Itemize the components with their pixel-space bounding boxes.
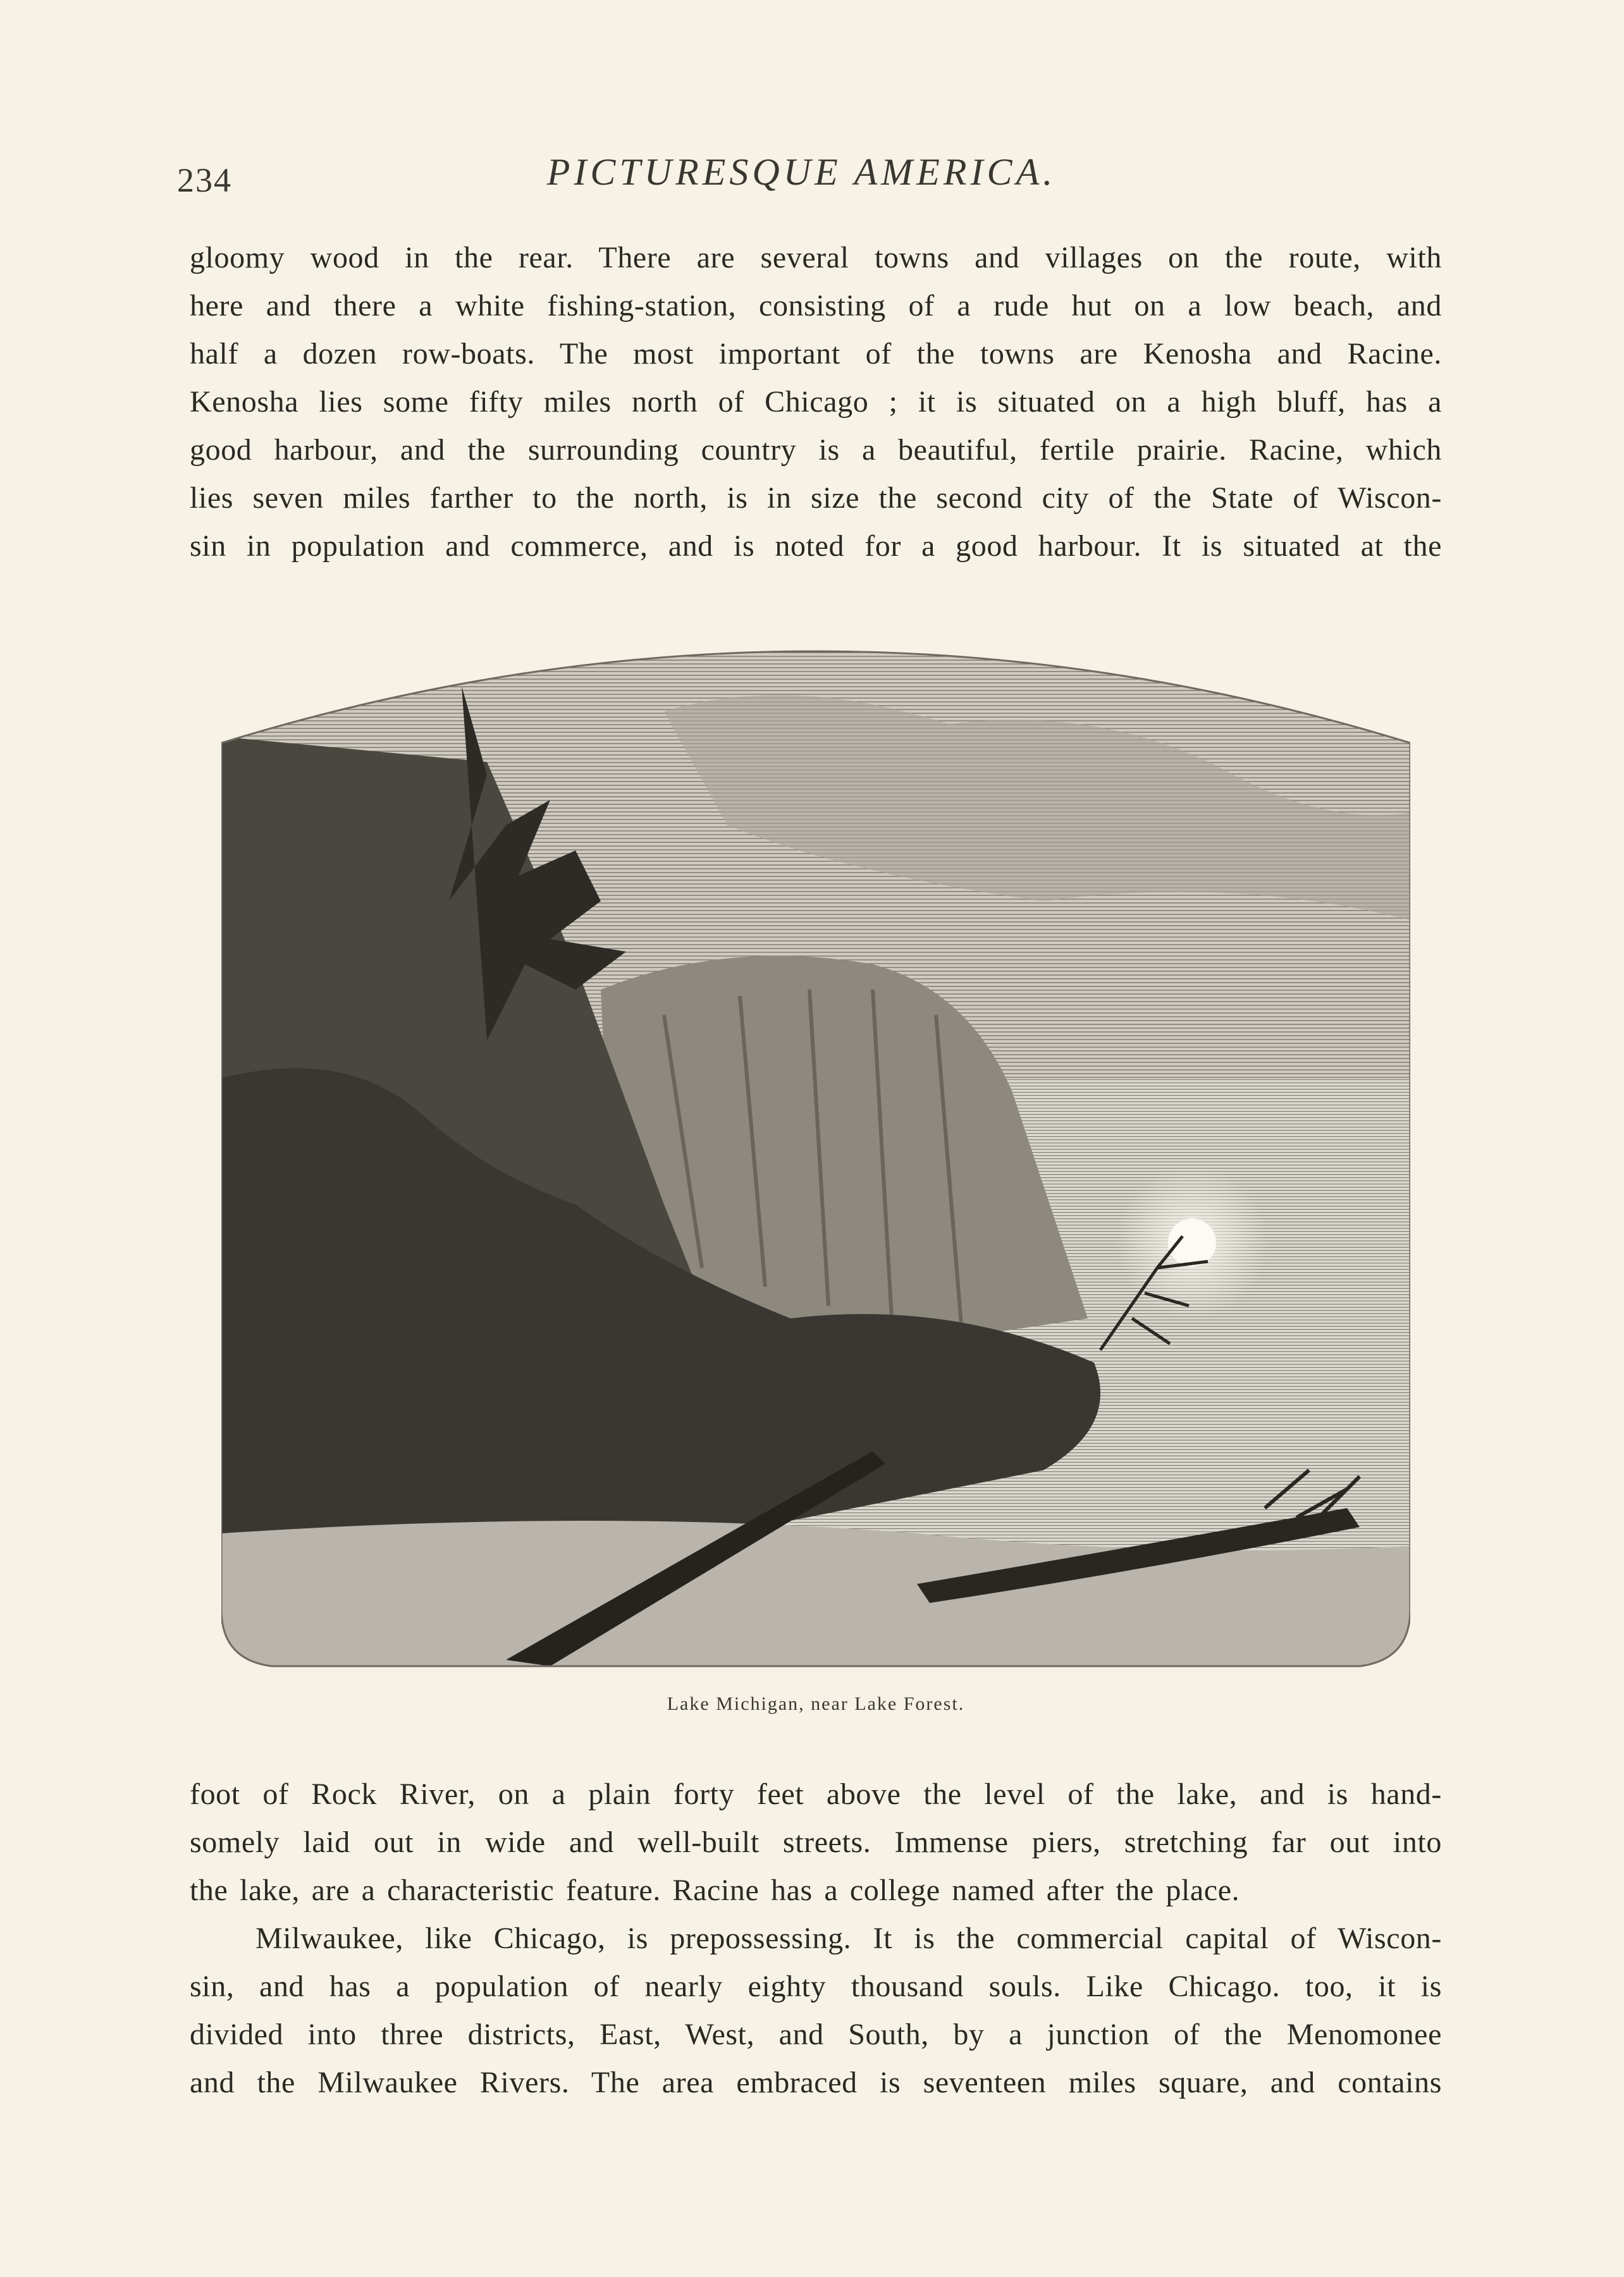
engraving-lake-michigan [221,635,1410,1679]
text-line: divided into three districts, East, West, and South, by a junction of the Menomonee [190,2018,1442,2051]
text-line: and the Milwaukee Rivers. The area embraced is seventeen miles square, and contains [190,2066,1442,2099]
text-line: the lake, are a characteristic feature. Racine has a college named after the place. [190,1874,1240,1907]
running-title: PICTURESQUE AMERICA. [546,151,1057,193]
text-line: lies seven miles farther to the north, is in size the second city of the State of Wiscon- [190,481,1442,515]
text-line: gloomy wood in the rear. There are several towns and villages on the route, with [190,241,1442,274]
page-header [171,145,1432,202]
text-line: somely laid out in wide and well-built streets. Immense piers, stretching far out into [190,1826,1442,1859]
paragraph-top [190,234,1442,570]
page-number: 234 [177,161,232,199]
moon [1168,1218,1216,1267]
text-line: foot of Rock River, on a plain forty feet above the level of the lake, and is hand- [190,1777,1442,1811]
text-line: good harbour, and the surrounding country is a beautiful, fertile prairie. Racine, which [190,433,1442,467]
illustration-caption: Lake Michigan, near Lake Forest. [667,1693,965,1714]
text-line: half a dozen row-boats. The most important of the towns are Kenosha and Racine. [190,337,1442,371]
paragraph-bottom [190,1771,1442,2107]
text-line: here and there a white fishing-station, consisting of a rude hut on a low beach, and [190,289,1442,322]
text-line: Milwaukee, like Chicago, is prepossessing. It is the commercial capital of Wiscon- [255,1922,1442,1955]
text-line: Kenosha lies some fifty miles north of Chicago ; it is situated on a high bluff, has a [190,385,1442,419]
text-line: sin, and has a population of nearly eighty thousand souls. Like Chicago. too, it is [190,1970,1442,2003]
text-line: sin in population and commerce, and is noted for a good harbour. It is situated at the [190,529,1442,563]
